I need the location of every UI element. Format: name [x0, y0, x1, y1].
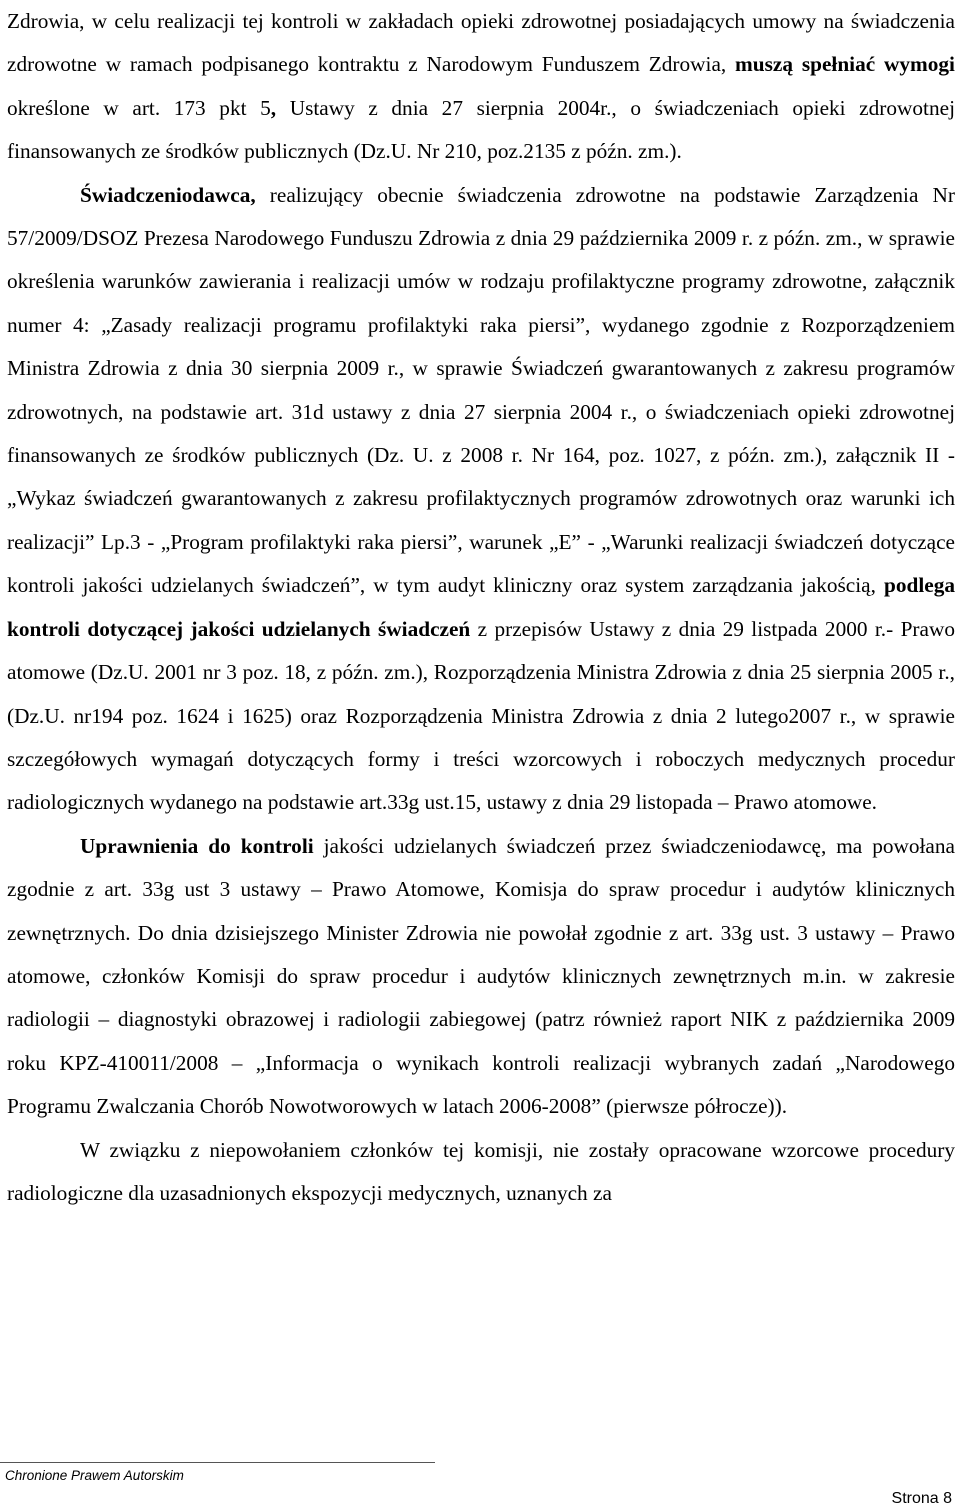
bold-text-run: Świadczeniodawca, [80, 182, 256, 207]
paragraph [7, 825, 955, 1129]
text-run: z przepisów Ustawy z dnia 29 listpada 2000 r.- Prawo atomowe (Dz.U. 2001 nr 3 poz. 18, z późn. zm.), Rozporządzenia Ministra Zdrowia z dnia 25 sierpnia 2005 r., (Dz.U. nr194 poz. 1624 i 1625) oraz Rozporządzenia Ministra Zdrowia z dnia 2 lutego2007 r., w sprawie szczegółowych wymagań dotyczących formy i treści wzorcowych i roboczych medycznych procedur radiologicznych wydanego na podstawie art.33g ust.15, ustawy z dnia 29 listopada – Prawo atomowe. [7, 616, 955, 815]
bold-text-run: , [270, 95, 277, 120]
bold-text-run: Uprawnienia do kontroli [80, 833, 314, 858]
paragraph [7, 174, 955, 825]
text-run: Zdrowia, w celu realizacji tej kontroli w zakładach opieki zdrowotnej posiadających umowy na świadczenia zdrowotne w ramach podpisanego kontraktu z Narodowym Funduszem Zdrowia, [7, 9, 955, 77]
text-run: określone w art. 173 pkt 5 [7, 95, 271, 120]
bold-text-run: podlega kontroli dotyczącej jakości udzielanych świadczeń [7, 573, 955, 641]
document-body [7, 0, 955, 1215]
paragraph [7, 1129, 955, 1216]
copyright-note: Chronione Prawem Autorskim [5, 1468, 184, 1483]
paragraph [7, 0, 955, 174]
text-run: realizujący obecnie świadczenia zdrowotne na podstawie Zarządzenia Nr 57/2009/DSOZ Prezesa Narodowego Funduszu Zdrowia z dnia 29 października 2009 r. z późn. zm., w sprawie określenia warunków zawierania i realizacji umów w rodzaju profilaktyczne programy zdrowotne, załącznik numer 4: „Zasady realizacji programu profilaktyki raka piersi”, wydanego zgodnie z Rozporządzeniem Ministra Zdrowia z dnia 30 sierpnia 2009 r., w sprawie Świadczeń gwarantowanych z zakresu programów zdrowotnych, na podstawie art. 31d ustawy z dnia 27 sierpnia 2004 r., o świadczeniach opieki zdrowotnej finansowanych ze środków publicznych (Dz. U. z 2008 r. Nr 164, poz. 1027, z późn. zm.), załącznik II - „Wykaz świadczeń gwarantowanych z zakresu profilaktycznych programów zdrowotnych oraz warunki ich realizacji” Lp.3 - „Program profilaktyki raka piersi”, warunek „E” - „Warunki realizacji świadczeń dotyczące kontroli jakości udzielanych świadczeń”, w tym audyt kliniczny oraz system zarządzania jakością, [7, 182, 955, 598]
bold-text-run: muszą spełniać wymogi [735, 52, 955, 77]
text-run: Ustawy z dnia 27 sierpnia 2004r., o świadczeniach opieki zdrowotnej finansowanych ze środków publicznych (Dz.U. Nr 210, poz.2135 z późn. zm.). [7, 95, 955, 164]
page-number: Strona 8 [891, 1490, 952, 1507]
text-run: W związku z niepowołaniem członków tej komisji, nie zostały opracowane wzorcowe procedury radiologiczne dla uzasadnionych ekspozycji medycznych, uznanych za [7, 1137, 955, 1205]
footer-divider [0, 1462, 435, 1463]
text-run: jakości udzielanych świadczeń przez świadczeniodawcę, ma powołana zgodnie z art. 33g ust 3 ustawy – Prawo Atomowe, Komisja do spraw procedur i audytów klinicznych zewnętrznych. Do dnia dzisiejszego Minister Zdrowia nie powołał zgodnie z art. 33g ust. 3 ustawy – Prawo atomowe, członków Komisji do spraw procedur i audytów klinicznych zewnętrznych m.in. w zakresie radiologii – diagnostyki obrazowej i radiologii zabiegowej (patrz również raport NIK z października 2009 roku KPZ-410011/2008 – „Informacja o wynikach kontroli realizacji wybranych zadań „Narodowego Programu Zwalczania Chorób Nowotworowych w latach 2006-2008” (pierwsze półrocze)). [7, 833, 955, 1119]
